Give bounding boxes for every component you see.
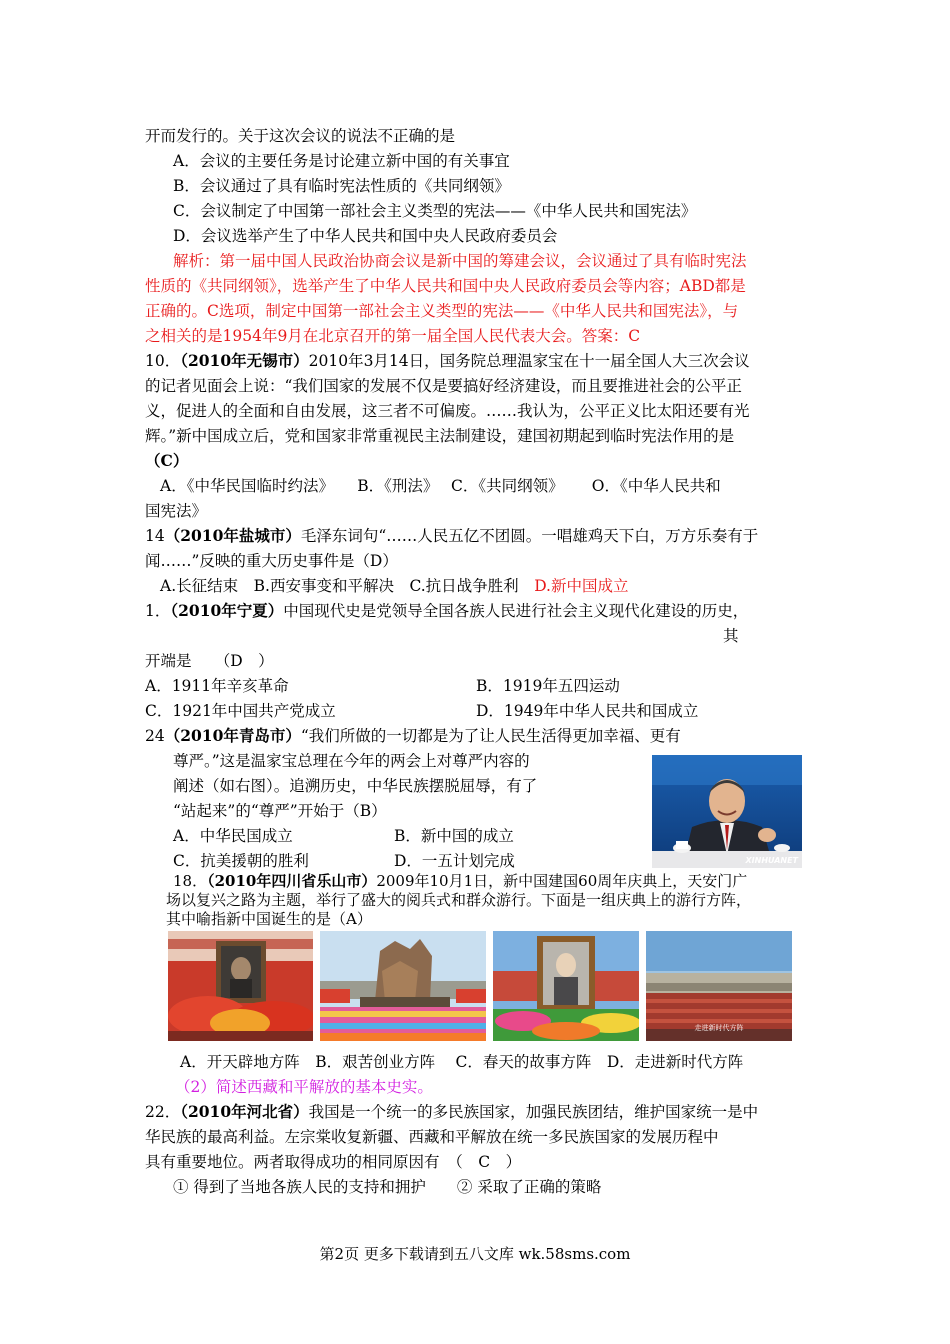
option-a: A．1911年辛亥革命 xyxy=(145,677,289,695)
option-c: C．1921年中国共产党成立 xyxy=(145,702,336,720)
option-d: D．一五计划完成 xyxy=(394,852,515,870)
text-line: 辉。”新中国成立后，党和国家非常重视民主法制建设，建国初期起到临时宪法作用的是 xyxy=(145,427,735,445)
option-a: A．会议的主要任务是讨论建立新中国的有关事宜 xyxy=(173,152,510,170)
question-text: 我国是一个统一的多民族国家，加强民族团结，维护国家统一是中 xyxy=(308,1103,759,1121)
option-b: B．1919年五四运动 xyxy=(476,677,620,695)
explanation-line: 性质的《共同纲领》，选举产生了中华人民共和国中央人民政府委员会等内容；ABD都是 xyxy=(145,277,746,295)
question-source: （2010年青岛市） xyxy=(164,726,301,745)
question-text: “我们所做的一切都是为了让人民生活得更加幸福、更有 xyxy=(300,727,681,745)
options-line: A．《中华民国临时约法》 B．《刑法》 C．《共同纲领》 O．《中华人民共和 xyxy=(160,477,721,495)
question-source: （2010年盐城市） xyxy=(164,526,301,545)
text-line: 的记者见面会上说：“我们国家的发展不仅是要搞好经济建设，而且要推进社会的公平正 xyxy=(145,377,742,395)
question-number: 1． xyxy=(145,602,171,620)
parade-photo-jianku xyxy=(320,931,486,1041)
question-text: 2010年3月14日，国务院总理温家宝在十一届全国人大三次会议 xyxy=(308,352,750,370)
text-line: 尊严。”这是温家宝总理在今年的两会上对尊严内容的 xyxy=(173,752,530,770)
question-10 xyxy=(145,351,750,371)
text-line: 阐述（如右图）。追溯历史，中华民族摆脱屈辱，有了 xyxy=(173,777,538,795)
text-line: 具有重要地位。两者取得成功的相同原因有 （ C ） xyxy=(145,1153,522,1171)
options-line: ① 得到了当地各族人民的支持和拥护 ② 采取了正确的策略 xyxy=(173,1178,602,1196)
photo-caption: 走进新时代方阵 xyxy=(694,1024,744,1032)
question-number: 22． xyxy=(145,1103,181,1121)
question-22 xyxy=(145,1102,758,1122)
question-18 xyxy=(173,871,747,891)
question-number: 10． xyxy=(145,352,181,370)
question-1 xyxy=(145,601,748,621)
question-text: 毛泽东词句“……人民五亿不团圆。一唱雄鸡天下白，万方乐奏有于 xyxy=(300,527,759,545)
options-text: A.长征结束 B.西安事变和平解决 C.抗日战争胜利 xyxy=(160,577,535,595)
question-text: 2009年10月1日，新中国建国60周年庆典上，天安门广 xyxy=(376,872,748,890)
parade-photo-chuntian xyxy=(493,931,639,1041)
text-line: 闻……”反映的重大历史事件是（D） xyxy=(145,552,398,570)
question-source: （2010年宁夏） xyxy=(170,601,284,620)
answer: （C） xyxy=(145,451,189,470)
press-conference-photo xyxy=(652,755,802,868)
question-number: 24 xyxy=(145,727,165,745)
explanation-line: 正确的。C选项，制定中国第一部社会主义类型的宪法——《中华人民共和国宪法》，与 xyxy=(145,302,739,320)
text-line: 义，促进人的全面和自由发展，这三者不可偏废。……我认为，公平正义比太阳还要有光 xyxy=(145,402,750,420)
text-line: 开而发行的。关于这次会议的说法不正确的是 xyxy=(145,127,456,145)
option-b: B．会议通过了具有临时宪法性质的《共同纲领》 xyxy=(173,177,510,195)
option-a: A．中华民国成立 xyxy=(173,827,293,845)
question-source: （2010年无锡市） xyxy=(180,351,309,370)
question-number: 18． xyxy=(173,872,208,890)
page-footer: 第2页 更多下载请到五八文库 wk.58sms.com xyxy=(319,1245,631,1263)
parade-photo-kaitian xyxy=(168,931,313,1041)
option-b: B．新中国的成立 xyxy=(394,827,514,845)
question-text: 中国现代史是党领导全国各族人民进行社会主义现代化建设的历史， xyxy=(283,602,749,620)
question-source: （2010年四川省乐山市） xyxy=(207,872,377,890)
options-line: 国宪法》 xyxy=(145,502,208,520)
text-line: “站起来”的“尊严”开始于（B） xyxy=(173,802,387,820)
question-14 xyxy=(145,526,758,546)
parade-photo-xinshidai xyxy=(646,931,792,1041)
options-line xyxy=(160,576,629,596)
question-source: （2010年河北省） xyxy=(180,1102,309,1121)
photo-watermark: XINHUANET xyxy=(745,856,798,865)
option-d: D．会议选举产生了中华人民共和国中央人民政府委员会 xyxy=(173,227,558,245)
question-24 xyxy=(145,726,681,746)
text-line: 场以复兴之路为主题，举行了盛大的阅兵式和群众游行。下面是一组庆典上的游行方阵， xyxy=(166,891,752,909)
option-c: C．抗美援朝的胜利 xyxy=(173,852,309,870)
options-line: A．开天辟地方阵 B．艰苦创业方阵 C．春天的故事方阵 D．走进新时代方阵 xyxy=(180,1053,744,1071)
text-fragment: 其 xyxy=(723,627,739,645)
explanation-line: 之相关的是1954年9月在北京召开的第一届全国人民代表大会。答案：C xyxy=(145,327,641,345)
option-c: C．会议制定了中国第一部社会主义类型的宪法——《中华人民共和国宪法》 xyxy=(173,202,697,220)
answer-option: D.新中国成立 xyxy=(534,577,629,595)
magenta-question: （2）简述西藏和平解放的基本史实。 xyxy=(175,1078,433,1096)
question-number: 14 xyxy=(145,527,165,545)
text-line: 开端是 （D ） xyxy=(145,652,274,670)
option-d: D．1949年中华人民共和国成立 xyxy=(476,702,699,720)
explanation-line: 解析：第一届中国人民政治协商会议是新中国的筹建会议，会议通过了具有临时宪法 xyxy=(173,252,747,270)
text-line: 其中喻指新中国诞生的是（A） xyxy=(166,910,372,928)
text-line: 华民族的最高利益。左宗棠收复新疆、西藏和平解放在统一多民族国家的发展历程中 xyxy=(145,1128,719,1146)
